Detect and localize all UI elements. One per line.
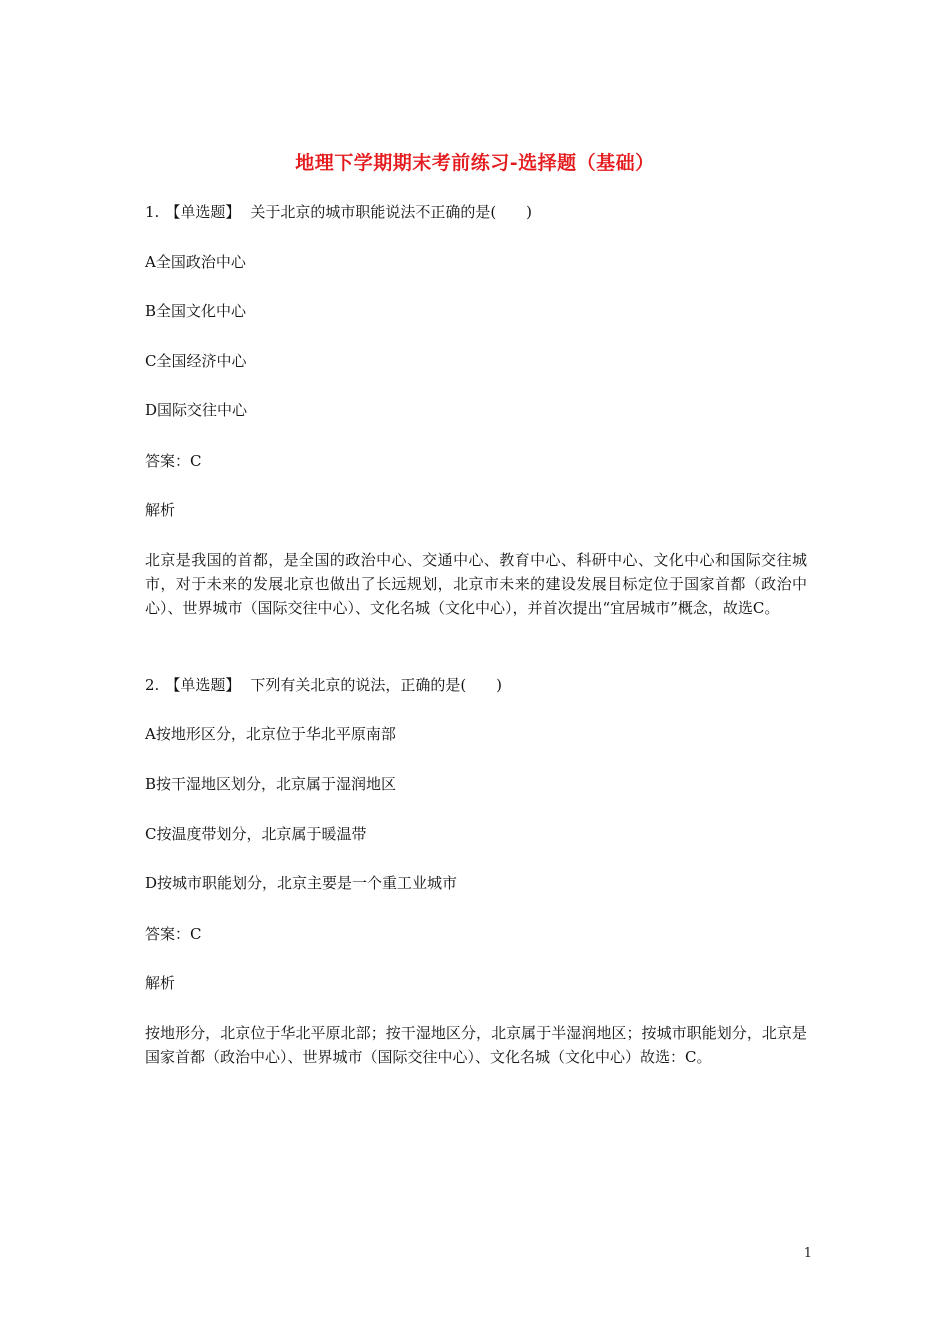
question-2-option-b: B按干湿地区划分，北京属于湿润地区 bbox=[145, 775, 397, 793]
question-2-option-a: A按地形区分，北京位于华北平原南部 bbox=[145, 725, 396, 743]
question-1-stem-line bbox=[145, 202, 532, 222]
question-2-option-c: C按温度带划分，北京属于暖温带 bbox=[145, 825, 367, 843]
question-2-analysis: 按地形分，北京位于华北平原北部；按干湿地区分，北京属于半湿润地区；按城市职能划分，北京是国家首都（政治中心）、世界城市（国际交往中心）、文化名城（文化中心）故选：C。 bbox=[145, 1024, 807, 1066]
question-1-number: 1. bbox=[145, 203, 160, 221]
question-1-option-b: B全国文化中心 bbox=[145, 302, 247, 320]
question-1-analysis-label: 解析 bbox=[145, 501, 176, 519]
question-1-option-c: C全国经济中心 bbox=[145, 352, 247, 370]
page-number: 1 bbox=[803, 1246, 812, 1261]
document-title: 地理下学期期末考前练习-选择题（基础） bbox=[295, 152, 655, 174]
question-1-analysis: 北京是我国的首都，是全国的政治中心、交通中心、教育中心、科研中心、文化中心和国际交往城市，对于未来的发展北京也做出了长远规划，北京市未来的建设发展目标定位于国家首都（政治中心）、世界城市（国际交往中心）、文化名城（文化中心），并首次提出“宜居城市”概念，故选C。 bbox=[145, 551, 807, 617]
question-1-option-a: A全国政治中心 bbox=[145, 253, 246, 271]
question-2-number: 2. bbox=[145, 676, 160, 694]
question-2-stem-line bbox=[145, 675, 502, 695]
question-1-option-d: D国际交往中心 bbox=[145, 401, 248, 419]
question-2-type: 【单选题】 bbox=[165, 676, 241, 694]
question-1-type: 【单选题】 bbox=[165, 203, 241, 221]
question-2-stem: 下列有关北京的说法，正确的是( ) bbox=[250, 676, 503, 694]
question-2-option-d: D按城市职能划分，北京主要是一个重工业城市 bbox=[145, 874, 458, 892]
question-1-stem: 关于北京的城市职能说法不正确的是( ) bbox=[250, 203, 533, 221]
question-1-answer: 答案：C bbox=[145, 452, 202, 470]
question-2-answer: 答案：C bbox=[145, 925, 202, 943]
question-2-analysis-label: 解析 bbox=[145, 974, 176, 992]
